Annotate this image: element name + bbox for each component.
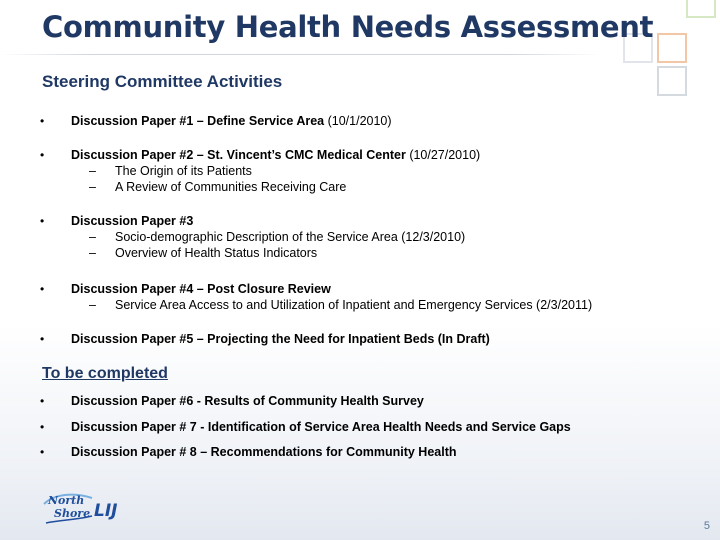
item-text: Discussion Paper #5 – Projecting the Need for Inpatient Beds (In Draft) xyxy=(71,332,490,346)
bullet: • xyxy=(40,420,45,434)
item-text: Discussion Paper #3 xyxy=(71,214,194,228)
bullet: • xyxy=(40,332,45,346)
bullet: • xyxy=(40,214,45,228)
item-text: Discussion Paper #4 – Post Closure Review xyxy=(71,282,331,296)
item-text: Discussion Paper # 7 - Identification of Service Area Health Needs and Service Gaps xyxy=(71,420,571,434)
item-text: Discussion Paper # 8 – Recommendations for Community Health xyxy=(71,445,457,459)
decor-square xyxy=(657,33,687,63)
title-divider xyxy=(0,54,600,55)
decor-square xyxy=(686,0,716,18)
to-be-completed-heading: To be completed xyxy=(42,365,168,382)
page-number: 5 xyxy=(703,520,710,532)
bullet: • xyxy=(40,394,45,408)
item-text: Discussion Paper #6 - Results of Community Health Survey xyxy=(71,394,424,408)
item-text: Discussion Paper #1 – Define Service Area (10/1/2010) xyxy=(71,114,392,128)
north-shore-lij-logo: North Shore LIJ xyxy=(40,490,120,526)
item-text: Discussion Paper #2 – St. Vincent’s CMC Medical Center (10/27/2010) xyxy=(71,148,481,162)
page-title: Community Health Needs Assessment xyxy=(42,10,654,44)
section-heading: Steering Committee Activities xyxy=(42,72,283,91)
decor-square xyxy=(657,66,687,96)
bullet: • xyxy=(40,148,45,162)
bullet: • xyxy=(40,445,45,459)
bullet: • xyxy=(40,282,45,296)
bullet: • xyxy=(40,114,45,128)
